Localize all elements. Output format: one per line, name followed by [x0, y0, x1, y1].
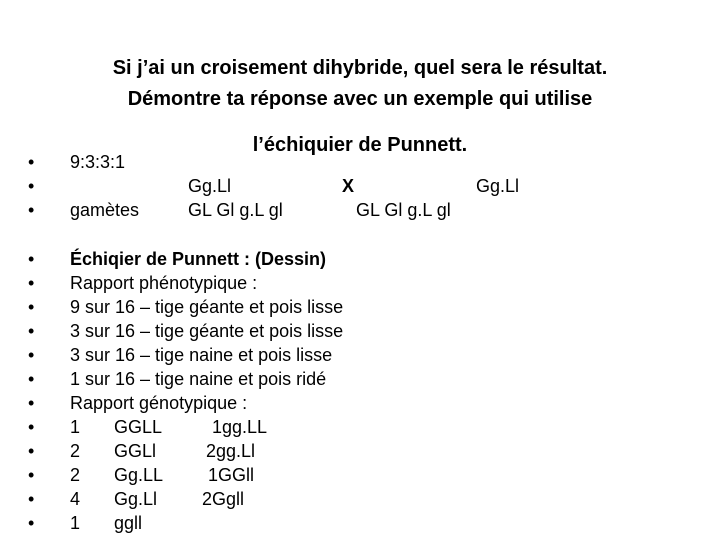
bullet: •: [28, 513, 35, 533]
geno-type-b: 2gg.Ll: [206, 441, 256, 461]
pheno-text: 3 sur 16 – tige géante et pois lisse: [70, 321, 344, 341]
geno-type-b: 1gg.LL: [212, 417, 268, 437]
geno-row: [28, 488, 328, 510]
bullet: •: [28, 417, 35, 437]
pheno-text: 9 sur 16 – tige géante et pois lisse: [70, 297, 344, 317]
geno-row: [28, 512, 328, 534]
geno-type-a: GGLL: [114, 417, 163, 437]
geno-type-a: Gg.Ll: [114, 489, 158, 509]
pheno-text: 3 sur 16 – tige naine et pois lisse: [70, 345, 333, 365]
parent-2-genotype: Gg.Ll: [476, 176, 520, 196]
bullet: •: [28, 465, 35, 485]
geno-row: [28, 464, 328, 486]
geno-heading: Rapport génotypique :: [70, 393, 248, 413]
pheno-heading: Rapport phénotypique :: [70, 273, 258, 293]
bullet: •: [28, 441, 35, 461]
bullet: •: [28, 321, 35, 341]
geno-count: 2: [70, 465, 81, 485]
geno-type-b: 2Ggll: [202, 489, 245, 509]
bullet: •: [28, 273, 35, 293]
bullet: •: [28, 176, 35, 196]
parent-2-gametes: GL Gl g.L gl: [356, 200, 451, 220]
geno-count: 1: [70, 417, 81, 437]
slide-title-line-1: Si j’ai un croisement dihybride, quel sera le résultat.: [112, 57, 608, 79]
geno-type-b: 1GGll: [208, 465, 255, 485]
geno-count: 4: [70, 489, 81, 509]
gametes-row: [28, 199, 708, 221]
slide-title-line-3: l’échiquier de Punnett.: [252, 134, 468, 156]
bullet: •: [28, 369, 35, 389]
bullet: •: [28, 200, 35, 220]
gametes-label: gamètes: [70, 200, 140, 220]
cross-symbol: X: [342, 176, 355, 196]
ratio-text: 9:3:3:1: [70, 152, 126, 172]
geno-count: 2: [70, 441, 81, 461]
slide-title-line-2: Démontre ta réponse avec un exemple qui utilise: [127, 88, 593, 110]
geno-row: [28, 440, 328, 462]
parent-1-gametes: GL Gl g.L gl: [188, 200, 283, 220]
bullet: •: [28, 489, 35, 509]
bullet: •: [28, 152, 35, 172]
pheno-text: 1 sur 16 – tige naine et pois ridé: [70, 369, 327, 389]
parent-1-genotype: Gg.Ll: [188, 176, 232, 196]
bullet: •: [28, 345, 35, 365]
bullet: •: [28, 297, 35, 317]
geno-type-a: GGLl: [114, 441, 157, 461]
geno-count: 1: [70, 513, 81, 533]
geno-row: [28, 416, 328, 438]
parents-row: [28, 175, 708, 197]
bullet: •: [28, 393, 35, 413]
bullet: •: [28, 249, 35, 269]
punnett-heading: Échiqier de Punnett : (Dessin): [70, 249, 327, 269]
geno-type-a: ggll: [114, 513, 143, 533]
geno-type-a: Gg.LL: [114, 465, 164, 485]
